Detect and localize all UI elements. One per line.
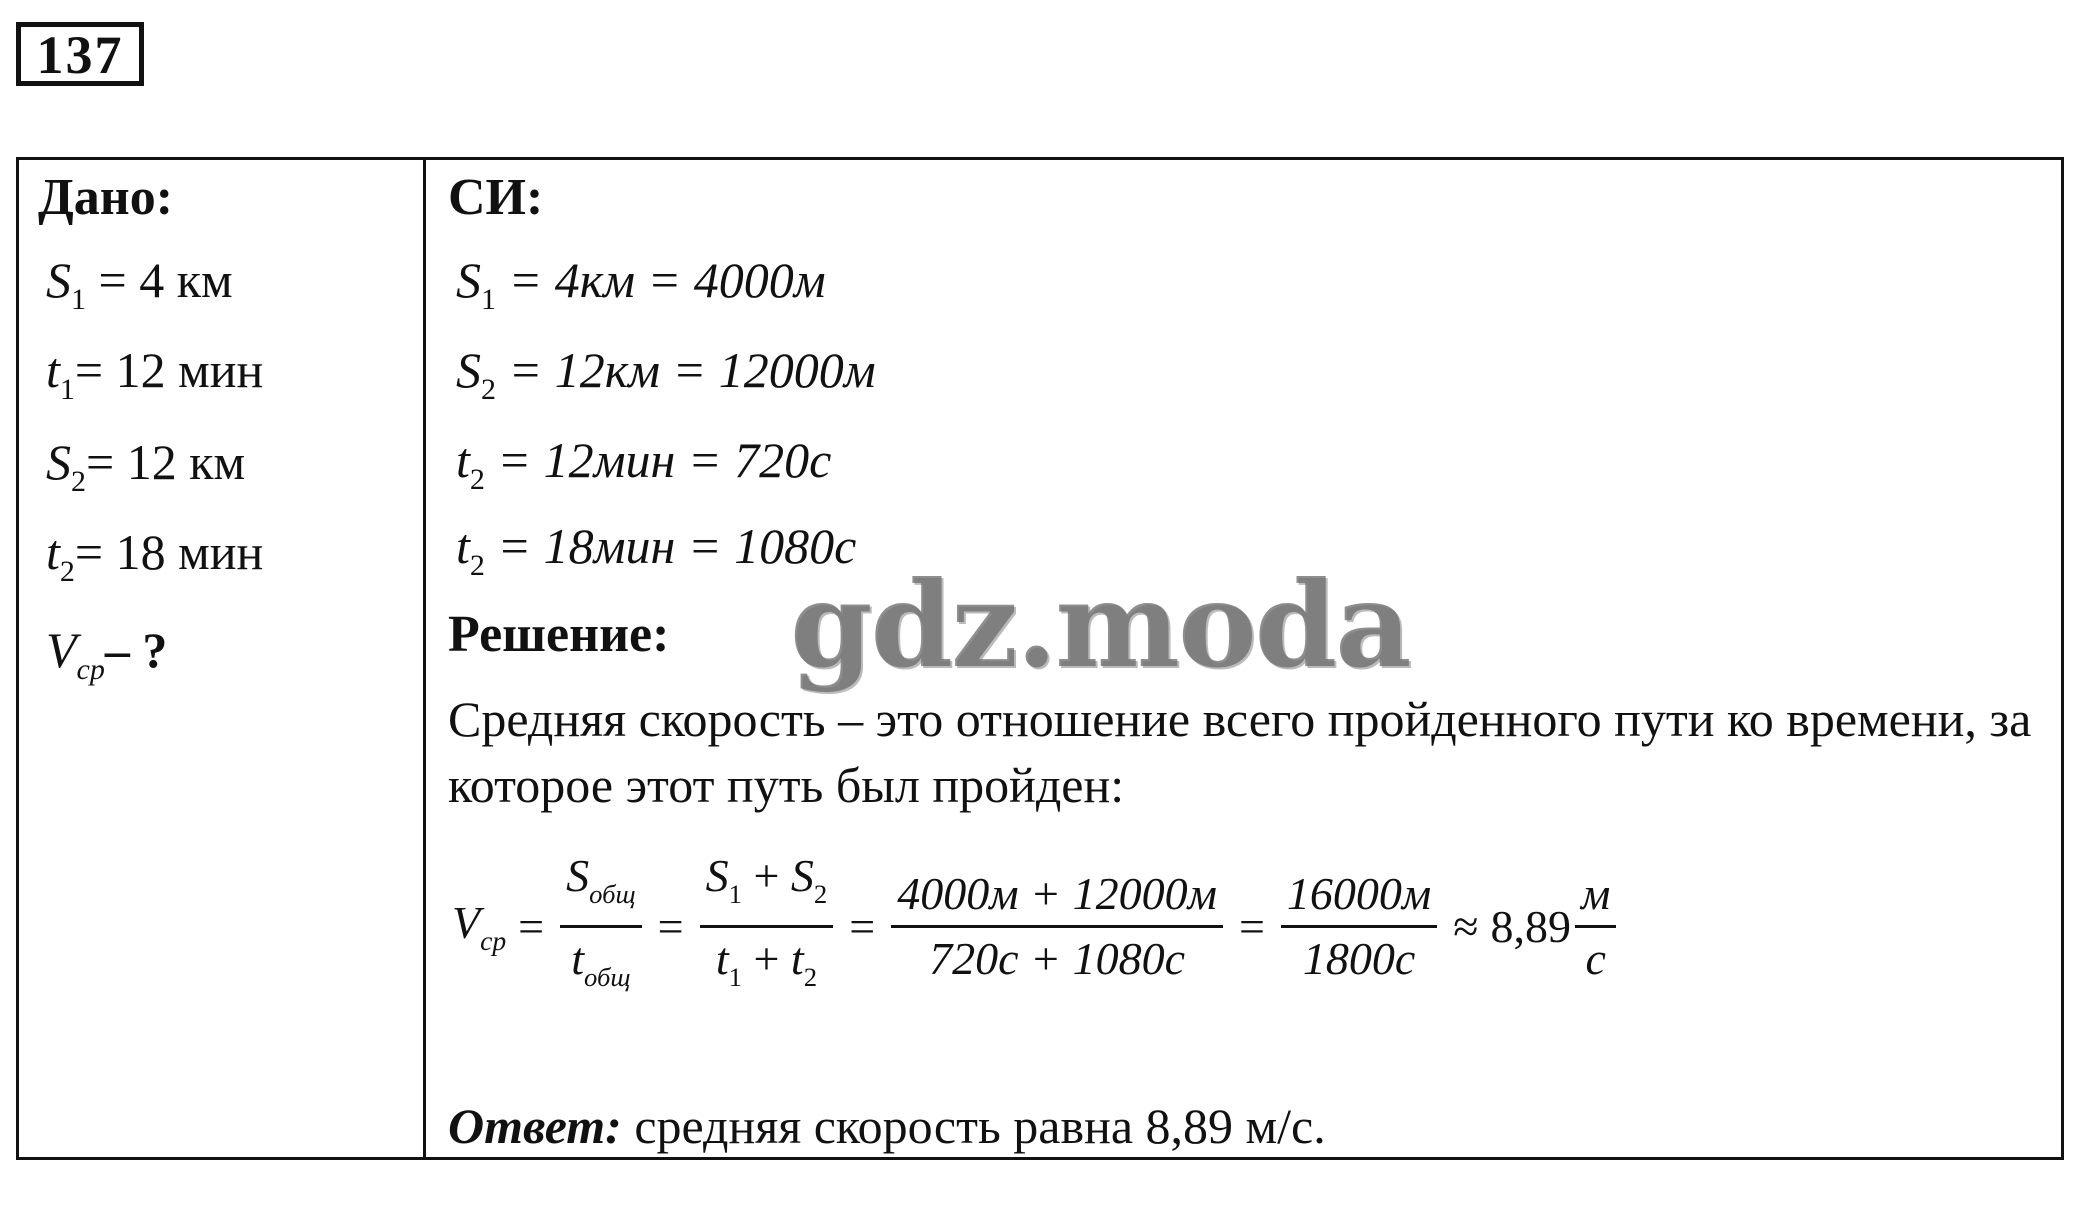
si-item: $S_1 = 4км = 4000м$ xyxy=(456,252,826,316)
given-item: $t_1= 12$ мин xyxy=(46,342,264,406)
fraction-result: $\frac{16000м}{1800с}$ xyxy=(1281,863,1437,990)
fraction-sum: $\frac{S_1 + S_2}{t_1 + t_2}$ xyxy=(700,845,834,1008)
si-heading: СИ: xyxy=(448,169,544,226)
solution-text: Средняя скорость – это отношение всего пройденного пути ко времени, за которое этот путь был пройден: xyxy=(448,691,2032,813)
given-item: $t_2= 18$ мин xyxy=(46,524,264,588)
si-item: $S_2 = 12км = 12000м$ xyxy=(456,342,876,406)
answer-line xyxy=(448,1096,1326,1156)
given-item: $S_1 = 4$ км xyxy=(46,252,233,316)
fraction-total: $\frac{S_{общ}}{t_{общ}}$ xyxy=(560,845,642,1008)
column-divider xyxy=(423,157,426,1160)
answer-label: Ответ: xyxy=(448,1098,622,1154)
result-value: 8,89 xyxy=(1490,901,1572,952)
watermark: gdz.moda xyxy=(790,555,1410,694)
unit-fraction: $\frac{м}{с}$ xyxy=(1575,863,1616,990)
formula-lhs: $V_{ср}$ xyxy=(452,897,507,956)
si-item: $t_2 = 18мин = 1080с$ xyxy=(456,518,857,582)
given-item: $S_2= 12$ км xyxy=(46,434,246,498)
si-item: $t_2 = 12мин = 720с$ xyxy=(456,432,832,496)
velocity-formula: $V_{ср}$ = $\frac{S_{общ}}{t_{общ}}$ = $\frac{S_1 + S_2}{t_1 + t_2}$ = $\frac{4000м + 12000м}{720с + 1080с}$ = $\frac{16000м}{1800с}$ ≈ 8,89 $\frac{м}{с}$ xyxy=(452,845,1620,1008)
given-item-unknown: $V_{ср}-$ ? xyxy=(46,622,168,686)
given-heading: Дано: xyxy=(38,169,174,226)
problem-number: 137 xyxy=(16,22,144,86)
answer-text: средняя скорость равна 8,89 м/с. xyxy=(621,1098,1326,1154)
solution-heading: Решение: xyxy=(448,606,670,663)
fraction-values: $\frac{4000м + 12000м}{720с + 1080с}$ xyxy=(891,863,1223,990)
